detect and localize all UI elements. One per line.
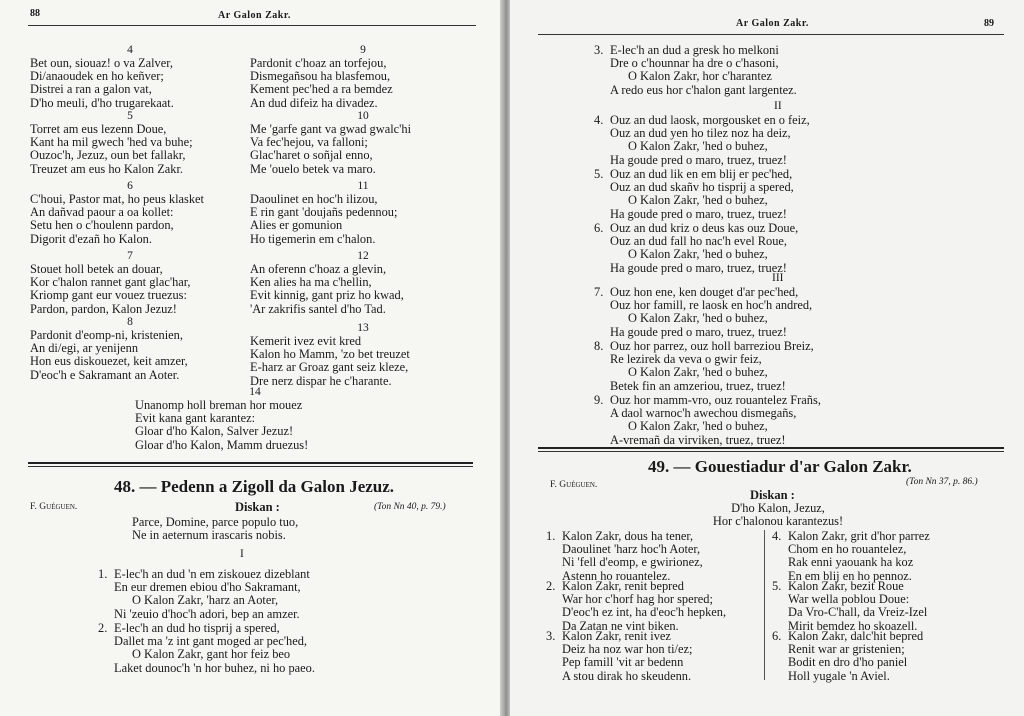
verse-line bbox=[98, 662, 315, 675]
stanza-number: 12 bbox=[357, 250, 369, 262]
verse-line: Digorit d'ezañ ho Kalon. bbox=[30, 231, 152, 246]
verse-text: Ouz an dud lik en em blij er pec'hed, bbox=[610, 167, 793, 181]
verse-text: Bodit en dro d'ho paniel bbox=[788, 655, 908, 670]
stanza-number: 7. bbox=[594, 285, 604, 299]
verse-line: Ken alies ha ma c'hellin, bbox=[250, 275, 372, 290]
stanza-number: 1. bbox=[546, 529, 556, 543]
hymn-48-author: F. Guéguen. bbox=[30, 502, 78, 512]
verse-text: Kalon Zakr, renit ivez bbox=[562, 629, 671, 643]
verse-line: D'eoc'h e Sakramant an Aoter. bbox=[30, 367, 180, 382]
stanza-number: 6 bbox=[127, 180, 133, 192]
stanza-number: 1. bbox=[98, 567, 108, 581]
verse-line: An di/egi, ar yenijenn bbox=[30, 341, 139, 356]
section-rule-thin bbox=[538, 451, 1004, 452]
diskan-line: D'ho Kalon, Jezuz, bbox=[731, 501, 825, 515]
stanza bbox=[30, 44, 230, 110]
verse-text: War wella poblou Doue: bbox=[788, 592, 910, 607]
stanza bbox=[594, 286, 812, 339]
stanza bbox=[30, 180, 230, 246]
verse-text: Ouz an dud laosk, morgousket en o feiz, bbox=[610, 113, 810, 127]
verse-text: Rak enni yaouank ha koz bbox=[788, 555, 914, 570]
verse-line bbox=[594, 326, 812, 339]
stanza bbox=[594, 168, 794, 221]
left-page bbox=[0, 0, 505, 716]
diskan-line: Hor c'halonou karantezus! bbox=[712, 514, 844, 529]
verse-text: War hor c'horf hag hor spered; bbox=[562, 592, 713, 607]
stanza bbox=[30, 250, 230, 316]
verse-text: O Kalon Zakr, 'hed o buhez, bbox=[628, 247, 768, 262]
verse-line: Unanomp holl breman hor mouez bbox=[135, 398, 303, 412]
verse-line: Treuzet am eus ho Kalon Zakr. bbox=[30, 161, 184, 176]
stanza-number: 13 bbox=[357, 322, 369, 334]
verse-line: Bet oun, siouaz! o va Zalver, bbox=[30, 56, 173, 70]
hymn-49-source: (Ton Nn 37, p. 86.) bbox=[906, 477, 978, 487]
verse-text: Holl yugale 'n Aviel. bbox=[788, 668, 890, 683]
diskan-line: Ne in aeternum irascaris nobis. bbox=[132, 528, 286, 543]
verse-text: Kalon Zakr, dalc'hit bepred bbox=[788, 629, 924, 643]
stanza-number: 6. bbox=[594, 221, 604, 235]
stanza bbox=[250, 322, 476, 388]
verse-text: Da Zatan ne vint biken. bbox=[562, 618, 679, 633]
stanza bbox=[772, 630, 923, 683]
stanza-number: 5 bbox=[127, 110, 133, 122]
header-rule bbox=[28, 25, 476, 26]
verse-line: Kriomp gant eur vouez truezus: bbox=[30, 288, 187, 303]
verse-line: Gloar d'ho Kalon, Mamm druezus! bbox=[135, 437, 309, 452]
stanza bbox=[135, 386, 375, 452]
stanza bbox=[250, 44, 476, 110]
verse-text: Ouz hon ene, ken douget d'ar pec'hed, bbox=[610, 285, 799, 299]
verse-text: O Kalon Zakr, 'harz an Aoter, bbox=[132, 593, 279, 608]
verse-text: E-lec'h an dud a gresk ho melkoni bbox=[610, 43, 779, 57]
verse-text: A-vremañ da virviken, truez, truez! bbox=[610, 432, 786, 447]
verse-line bbox=[594, 154, 810, 167]
section-rule-thin bbox=[28, 466, 473, 467]
hymn-48-title: 48. — Pedenn a Zigoll da Galon Jezuz. bbox=[114, 477, 395, 496]
verse-line: Alies er gomunion bbox=[250, 218, 343, 233]
stanza-number: 5. bbox=[772, 579, 782, 593]
verse-text: Ouz hor parrez, ouz holl barreziou Breiz, bbox=[610, 339, 814, 353]
verse-text: O Kalon Zakr, 'hed o buhez, bbox=[628, 139, 768, 154]
stanza bbox=[594, 222, 798, 275]
stanza bbox=[546, 630, 692, 683]
section-rule bbox=[538, 447, 1004, 449]
verse-text: Renit war ar gristenien; bbox=[788, 642, 905, 657]
verse-line: Pardonit c'hoaz an torfejou, bbox=[250, 56, 387, 70]
verse-text: A daol warnoc'h awechou dismegañs, bbox=[610, 406, 797, 421]
verse-text: Dre o c'hounnar ha dre o c'hasoni, bbox=[610, 56, 779, 71]
stanza-number: 9 bbox=[360, 44, 366, 56]
verse-text: O Kalon Zakr, 'hed o buhez, bbox=[628, 365, 768, 380]
stanza-number: 4 bbox=[127, 44, 133, 56]
verse-line: Kalon ho Mamm, 'zo bet treuzet bbox=[250, 347, 410, 362]
verse-line: Me 'ouelo betek va maro. bbox=[250, 161, 376, 176]
verse-text: Kalon Zakr, dous ha tener, bbox=[562, 529, 694, 543]
verse-text: En eur dremen ebiou d'ho Sakramant, bbox=[114, 580, 301, 595]
stanza-number: 7 bbox=[127, 250, 133, 262]
verse-text: Ouz an dud kriz o deus kas ouz Doue, bbox=[610, 221, 799, 235]
verse-line: Dre nerz dispar he c'harante. bbox=[250, 373, 392, 388]
verse-line: C'houi, Pastor mat, ho peus klasket bbox=[30, 192, 204, 206]
verse-text: Ha goude pred o maro, truez, truez! bbox=[610, 206, 787, 221]
verse-line: Di/anaoudek en ho keñver; bbox=[30, 69, 164, 84]
verse-text: O Kalon Zakr, 'hed o buhez, bbox=[628, 193, 768, 208]
verse-text: Mirit bemdez ho skoazell. bbox=[788, 618, 918, 633]
verse-line: Pardonit d'eomp-ni, kristenien, bbox=[30, 328, 183, 342]
running-head: Ar Galon Zakr. bbox=[218, 10, 291, 21]
stanza bbox=[30, 110, 230, 176]
stanza-number: 3. bbox=[594, 43, 604, 57]
verse-line: Dismegañsou ha blasfemou, bbox=[250, 69, 391, 84]
verse-line bbox=[594, 208, 794, 221]
verse-line: Ho tigemerin em c'halon. bbox=[250, 231, 376, 246]
stanza bbox=[594, 44, 797, 97]
verse-line: Me 'garfe gant va gwad gwalc'hi bbox=[250, 122, 412, 136]
verse-text: D'eoc'h ez int, ha d'eoc'h hepken, bbox=[562, 605, 727, 620]
verse-text: Ha goude pred o maro, truez, truez! bbox=[610, 152, 787, 167]
hymn-49-diskan bbox=[698, 502, 858, 528]
stanza bbox=[594, 340, 814, 393]
stanza-number: 10 bbox=[357, 110, 369, 122]
verse-line: Setu hen o c'houlenn pardon, bbox=[30, 218, 174, 233]
stanza bbox=[546, 580, 726, 633]
verse-line: Va fec'hejou, va falloni; bbox=[250, 135, 368, 150]
verse-line: Kant ha mil gwech 'hed va buhe; bbox=[30, 135, 193, 150]
verse-text: Kalon Zakr, renit bepred bbox=[562, 579, 684, 593]
verse-text: Ouz hor famill, re laosk en hoc'h andred, bbox=[610, 298, 813, 313]
stanza-number: 6. bbox=[772, 629, 782, 643]
verse-line: Gloar d'ho Kalon, Salver Jezuz! bbox=[135, 424, 294, 439]
stanza bbox=[250, 110, 476, 176]
verse-line bbox=[594, 380, 814, 393]
verse-line: Torret am eus lezenn Doue, bbox=[30, 122, 167, 136]
section-numeral-ii: II bbox=[774, 100, 782, 112]
hymn-48-diskan-label: Diskan : bbox=[235, 500, 280, 514]
hymn-49-author: F. Guéguen. bbox=[550, 480, 598, 490]
verse-line: Distrei a ran a galon vat, bbox=[30, 82, 152, 97]
verse-line: An oferenn c'hoaz a glevin, bbox=[250, 262, 387, 276]
verse-text: Kalon Zakr, grit d'hor parrez bbox=[788, 529, 930, 543]
verse-text: A stou dirak ho skeudenn. bbox=[562, 668, 692, 683]
verse-line bbox=[594, 262, 798, 275]
verse-text: Re lezirek da veva o gwir feiz, bbox=[610, 352, 762, 367]
verse-text: Ha goude pred o maro, truez, truez! bbox=[610, 324, 787, 339]
running-head: Ar Galon Zakr. bbox=[736, 18, 809, 29]
verse-text: O Kalon Zakr, hor c'harantez bbox=[628, 69, 772, 84]
stanza bbox=[30, 316, 230, 382]
section-rule bbox=[28, 462, 473, 464]
verse-text: Ouz an dud fall ho nac'h evel Roue, bbox=[610, 234, 788, 249]
verse-text: Astenn ho rouantelez. bbox=[562, 568, 671, 583]
verse-line bbox=[546, 670, 692, 683]
verse-text: A redo eus hor c'halon gant largentez. bbox=[610, 82, 797, 97]
verse-text: Daoulinet 'harz hoc'h Aoter, bbox=[562, 542, 701, 557]
verse-text: O Kalon Zakr, 'hed o buhez, bbox=[628, 419, 768, 434]
verse-line: Evit kinnig, gant priz ho kwad, bbox=[250, 288, 404, 303]
verse-text: Laket dounoc'h 'n hor buhez, ni ho paeo. bbox=[114, 660, 315, 675]
section-numeral-iii: III bbox=[772, 272, 784, 284]
hymn-49-title: 49. — Gouestiadur d'ar Galon Zakr. bbox=[648, 457, 912, 476]
verse-text: Ni 'fell d'eomp, e gwirionez, bbox=[562, 555, 703, 570]
stanza bbox=[250, 180, 476, 246]
verse-line: 'Ar zakrifis santel d'ho Tad. bbox=[250, 301, 386, 316]
verse-line: Daoulinet en hoc'h ilizou, bbox=[250, 192, 378, 206]
verse-text: E-lec'h an dud ho tisprij a spered, bbox=[114, 621, 280, 635]
verse-line: E rin gant 'doujañs pedennou; bbox=[250, 205, 398, 220]
verse-line: Ouzoc'h, Jezuz, oun bet fallakr, bbox=[30, 148, 186, 163]
verse-line: An dud difeiz ha divadez. bbox=[250, 95, 378, 110]
verse-line: Glac'haret o soñjal enno, bbox=[250, 148, 373, 163]
verse-line: Kement pec'hed a ra bemdez bbox=[250, 82, 393, 97]
verse-text: Dallet ma 'z int gant moged ar pec'hed, bbox=[114, 634, 308, 649]
stanza bbox=[546, 530, 703, 583]
stanza-number: 2. bbox=[546, 579, 556, 593]
verse-line: E-harz ar Groaz gant seiz kleze, bbox=[250, 360, 409, 375]
verse-text: Deiz ha noz war hon ti/ez; bbox=[562, 642, 693, 657]
stanza-number: 8. bbox=[594, 339, 604, 353]
stanza bbox=[250, 250, 476, 316]
page-number: 89 bbox=[984, 18, 994, 29]
verse-text: Kalon Zakr, bezit Roue bbox=[788, 579, 904, 593]
verse-text: E-lec'h an dud 'n em ziskouez dizeblant bbox=[114, 567, 310, 581]
verse-text: Pep famill 'vit ar bedenn bbox=[562, 655, 684, 670]
stanza-number: 9. bbox=[594, 393, 604, 407]
verse-text: En em blij en ho pennoz. bbox=[788, 568, 912, 583]
verse-text: Ouz hor mamm-vro, ouz rouantelez Frañs, bbox=[610, 393, 821, 407]
verse-text: Betek fin an amzeriou, truez, truez! bbox=[610, 378, 786, 393]
verse-line: Kemerit ivez evit kred bbox=[250, 334, 362, 348]
verse-line: Kor c'halon rannet gant glac'har, bbox=[30, 275, 191, 290]
verse-text: Da Vro-C'hall, da Vreiz-Izel bbox=[788, 605, 928, 620]
verse-text: O Kalon Zakr, gant hor feiz beo bbox=[132, 647, 291, 662]
verse-text: Ha goude pred o maro, truez, truez! bbox=[610, 260, 787, 275]
stanza-number: 4. bbox=[772, 529, 782, 543]
hymn-49-diskan-label: Diskan : bbox=[750, 488, 795, 502]
page-number: 88 bbox=[30, 8, 40, 19]
column-divider bbox=[764, 530, 765, 680]
verse-text: Ouz an dud skañv ho tisprij a spered, bbox=[610, 180, 794, 195]
verse-line bbox=[98, 608, 310, 621]
stanza-number: 3. bbox=[546, 629, 556, 643]
stanza bbox=[772, 580, 927, 633]
stanza bbox=[594, 394, 821, 447]
verse-line: An dañvad paour a oa kollet: bbox=[30, 205, 174, 220]
verse-line: Evit kana gant karantez: bbox=[135, 411, 256, 426]
stanza bbox=[594, 114, 810, 167]
stanza-number: 14 bbox=[249, 386, 261, 398]
verse-line: D'ho meuli, d'ho trugarekaat. bbox=[30, 95, 174, 110]
hymn-48-diskan bbox=[132, 516, 298, 542]
stanza-number: 11 bbox=[357, 180, 369, 192]
stanza-number: 5. bbox=[594, 167, 604, 181]
right-page bbox=[510, 0, 1024, 716]
stanza bbox=[98, 622, 315, 675]
verse-line: Hon eus diskouezet, keit amzer, bbox=[30, 354, 188, 369]
verse-text: O Kalon Zakr, 'hed o buhez, bbox=[628, 311, 768, 326]
header-rule bbox=[538, 34, 1004, 35]
verse-line: Stouet holl betek an douar, bbox=[30, 262, 163, 276]
stanza-number: 2. bbox=[98, 621, 108, 635]
diskan-line: Parce, Domine, parce populo tuo, bbox=[132, 515, 299, 529]
hymn-48-source: (Ton Nn 40, p. 79.) bbox=[374, 502, 446, 512]
verse-line bbox=[772, 670, 923, 683]
hymn-48-section-numeral: I bbox=[240, 548, 244, 560]
stanza bbox=[98, 568, 310, 621]
verse-line bbox=[594, 84, 797, 97]
verse-text: Ni 'zeuio d'hoc'h adori, bep an amzer. bbox=[114, 606, 300, 621]
stanza bbox=[772, 530, 930, 583]
stanza-number: 4. bbox=[594, 113, 604, 127]
verse-text: Chom en ho rouantelez, bbox=[788, 542, 907, 557]
verse-line bbox=[594, 434, 821, 447]
verse-text: Ouz an dud yen ho tilez noz ha deiz, bbox=[610, 126, 791, 141]
verse-line: Pardon, pardon, Kalon Jezuz! bbox=[30, 301, 177, 316]
stanza-number: 8 bbox=[127, 316, 133, 328]
